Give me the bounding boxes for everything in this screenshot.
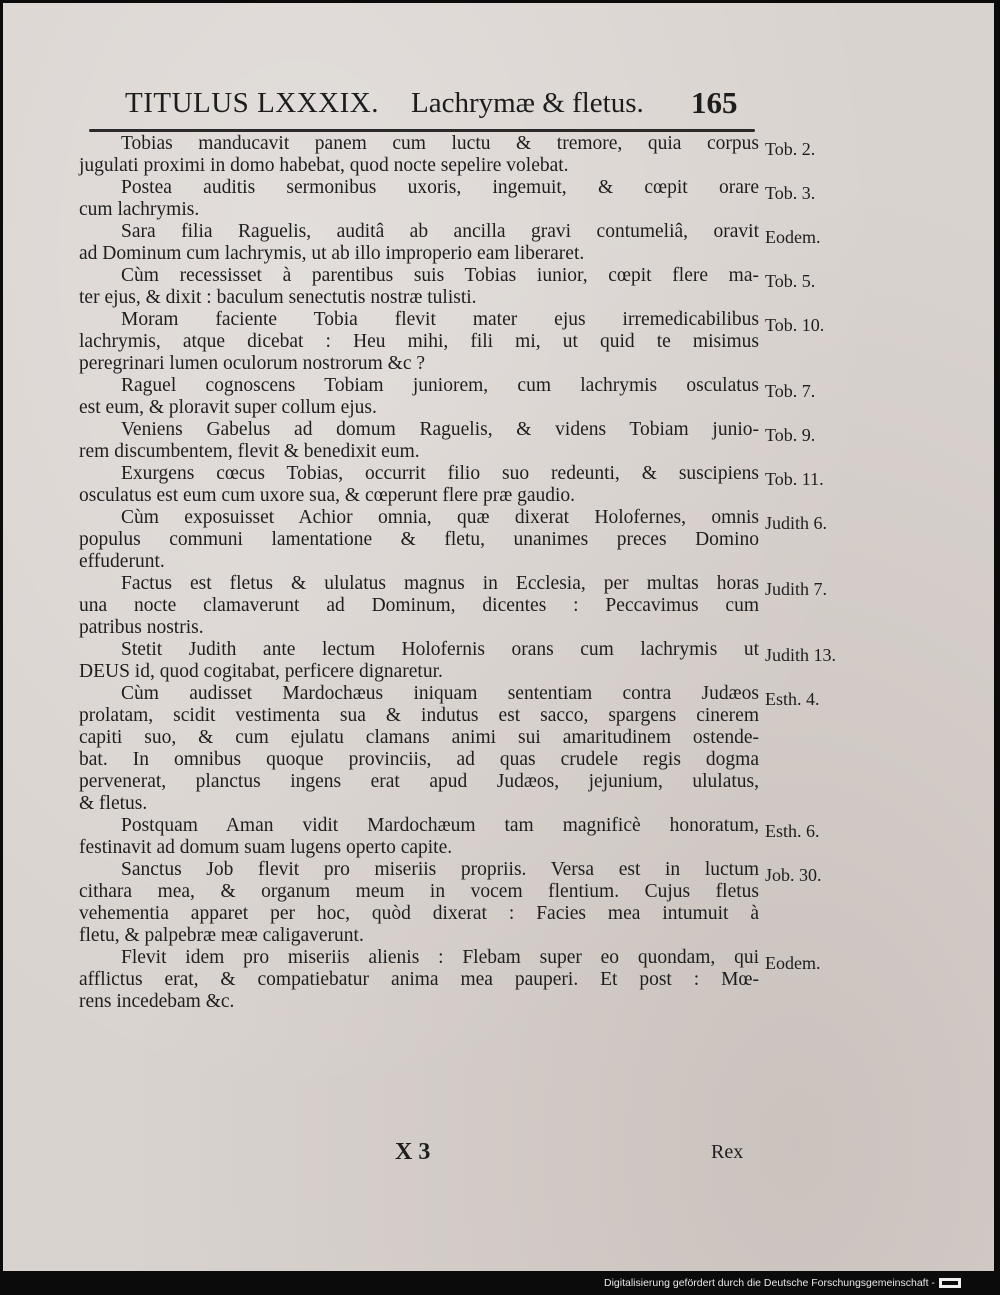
entry-first-line: Sara filia Raguelis, auditâ ab ancilla gravi contumeliâ, oravit — [121, 221, 759, 242]
entry-line: afflictus erat, & compatiebatur anima mea pauperi. Et post : Mœ- — [79, 969, 759, 990]
entry-line: & fletus. — [79, 793, 148, 814]
entry-first-line: Raguel cognoscens Tobiam juniorem, cum lachrymis osculatus — [121, 375, 759, 396]
text-entry — [79, 683, 820, 815]
entry-line: cithara mea, & organum meum in vocem flentium. Cujus fletus — [79, 881, 759, 902]
entry-line: lachrymis, atque dicebat : Heu mihi, fili mi, ut quid te misimus — [79, 331, 759, 352]
margin-reference: Tob. 11. — [765, 469, 824, 489]
catchword: Rex — [711, 1141, 744, 1163]
entry-line: effuderunt. — [79, 551, 165, 572]
margin-reference: Tob. 10. — [765, 315, 825, 335]
digitization-credit — [604, 1277, 961, 1293]
entry-first-line: Postquam Aman vidit Mardochæum tam magnificè honoratum, — [121, 815, 759, 836]
text-entry — [79, 947, 821, 1013]
margin-reference: Esth. 6. — [765, 821, 820, 841]
entry-line: osculatus est eum cum uxore sua, & cœperunt flere præ gaudio. — [79, 485, 576, 506]
page-footer — [3, 1139, 1000, 1169]
margin-reference: Eodem. — [765, 227, 821, 247]
entry-first-line: Moram faciente Tobia flevit mater ejus irremedicabilibus — [121, 309, 759, 330]
page-number: 165 — [691, 85, 738, 120]
entry-line: jugulati proximi in domo habebat, quod nocte sepelire volebat. — [79, 155, 569, 176]
entry-line: ter ejus, & dixit : baculum senectutis nostræ tulisti. — [79, 287, 477, 308]
text-entry — [79, 639, 837, 683]
text-entry — [79, 265, 816, 309]
section-subject: Lachrymæ & fletus. — [411, 87, 644, 119]
entry-first-line: Cùm recessisset à parentibus suis Tobias iunior, cœpit flere ma- — [121, 265, 759, 286]
entry-line: ad Dominum cum lachrymis, ut ab illo improperio eam liberaret. — [79, 243, 585, 264]
margin-reference: Judith 6. — [765, 513, 828, 533]
entry-first-line: Cùm audisset Mardochæus iniquam sententiam contra Judæos — [121, 683, 759, 704]
page-header — [125, 87, 745, 127]
margin-reference: Judith 7. — [765, 579, 828, 599]
text-entry — [79, 859, 822, 947]
text-entry — [79, 419, 816, 463]
entry-line: capiti suo, & cum ejulatu clamans animi sui amaritudinem ostende- — [79, 727, 759, 748]
entry-first-line: Cùm exposuisset Achior omnia, quæ dixerat Holofernes, omnis — [121, 507, 759, 528]
entry-first-line: Veniens Gabelus ad domum Raguelis, & videns Tobiam junio- — [121, 419, 759, 440]
header-rule — [89, 129, 755, 132]
text-entry — [79, 375, 816, 419]
entry-line: peregrinari lumen oculorum nostrorum &c ? — [79, 353, 426, 374]
text-entry — [79, 221, 821, 265]
text-entry — [79, 573, 828, 639]
running-title: TITULUS LXXXIX. — [125, 87, 379, 119]
book-page — [3, 3, 994, 1271]
entry-first-line: Factus est fletus & ululatus magnus in Ecclesia, per multas horas — [121, 573, 759, 594]
entry-line: est eum, & ploravit super collum ejus. — [79, 397, 377, 418]
margin-reference: Job. 30. — [765, 865, 822, 885]
entry-line: festinavit ad domum suam lugens operto capite. — [79, 837, 453, 858]
text-entry — [79, 177, 816, 221]
margin-reference: Tob. 5. — [765, 271, 816, 291]
margin-reference: Tob. 9. — [765, 425, 816, 445]
dfg-logo-icon — [939, 1278, 961, 1288]
entry-line: bat. In omnibus quoque provinciis, ad quas crudele regis dogma — [79, 749, 759, 770]
entry-line: pervenerat, planctus ingens erat apud Judæos, jejunium, ululatus, — [79, 771, 759, 792]
text-entry — [79, 463, 824, 507]
margin-reference: Esth. 4. — [765, 689, 820, 709]
signature-mark: X 3 — [395, 1139, 431, 1165]
entry-line: rens incedebam &c. — [79, 991, 235, 1012]
text-entry — [79, 309, 825, 375]
entry-first-line: Flevit idem pro miseriis alienis : Flebam super eo quondam, qui — [121, 947, 759, 968]
entry-first-line: Exurgens cœcus Tobias, occurrit filio suo redeunti, & suscipiens — [121, 463, 759, 484]
margin-reference: Tob. 2. — [765, 139, 816, 159]
entry-first-line: Stetit Judith ante lectum Holofernis orans cum lachrymis ut — [121, 639, 759, 660]
entry-line: una nocte clamaverunt ad Dominum, dicentes : Peccavimus cum — [79, 595, 759, 616]
entry-line: populus communi lamentatione & fletu, unanimes preces Domino — [79, 529, 759, 550]
entry-line: rem discumbentem, flevit & benedixit eum. — [79, 441, 420, 462]
margin-reference: Judith 13. — [765, 645, 837, 665]
margin-reference: Tob. 3. — [765, 183, 816, 203]
margin-reference: Tob. 7. — [765, 381, 816, 401]
entry-line: vehementia apparet per hoc, quòd dixerat : Facies mea intumuit à — [79, 903, 759, 924]
text-body — [79, 133, 837, 1013]
entry-first-line: Sanctus Job flevit pro miseriis propriis. Versa est in luctum — [121, 859, 759, 880]
text-entry — [79, 133, 816, 177]
text-entry — [79, 507, 828, 573]
entry-first-line: Tobias manducavit panem cum luctu & tremore, quia corpus — [121, 133, 759, 154]
entry-line: prolatam, scidit vestimenta sua & indutus est sacco, spargens cinerem — [79, 705, 759, 726]
margin-reference: Eodem. — [765, 953, 821, 973]
entry-line: patribus nostris. — [79, 617, 204, 638]
entry-first-line: Postea auditis sermonibus uxoris, ingemuit, & cœpit orare — [121, 177, 759, 198]
entry-line: fletu, & palpebræ meæ caligaverunt. — [79, 925, 364, 946]
entry-line: cum lachrymis. — [79, 199, 200, 220]
entry-line: DEUS id, quod cogitabat, perficere dignaretur. — [79, 661, 443, 682]
credit-text: Digitalisierung gefördert durch die Deutsche Forschungsgemeinschaft - — [604, 1277, 935, 1289]
text-entry — [79, 815, 820, 859]
